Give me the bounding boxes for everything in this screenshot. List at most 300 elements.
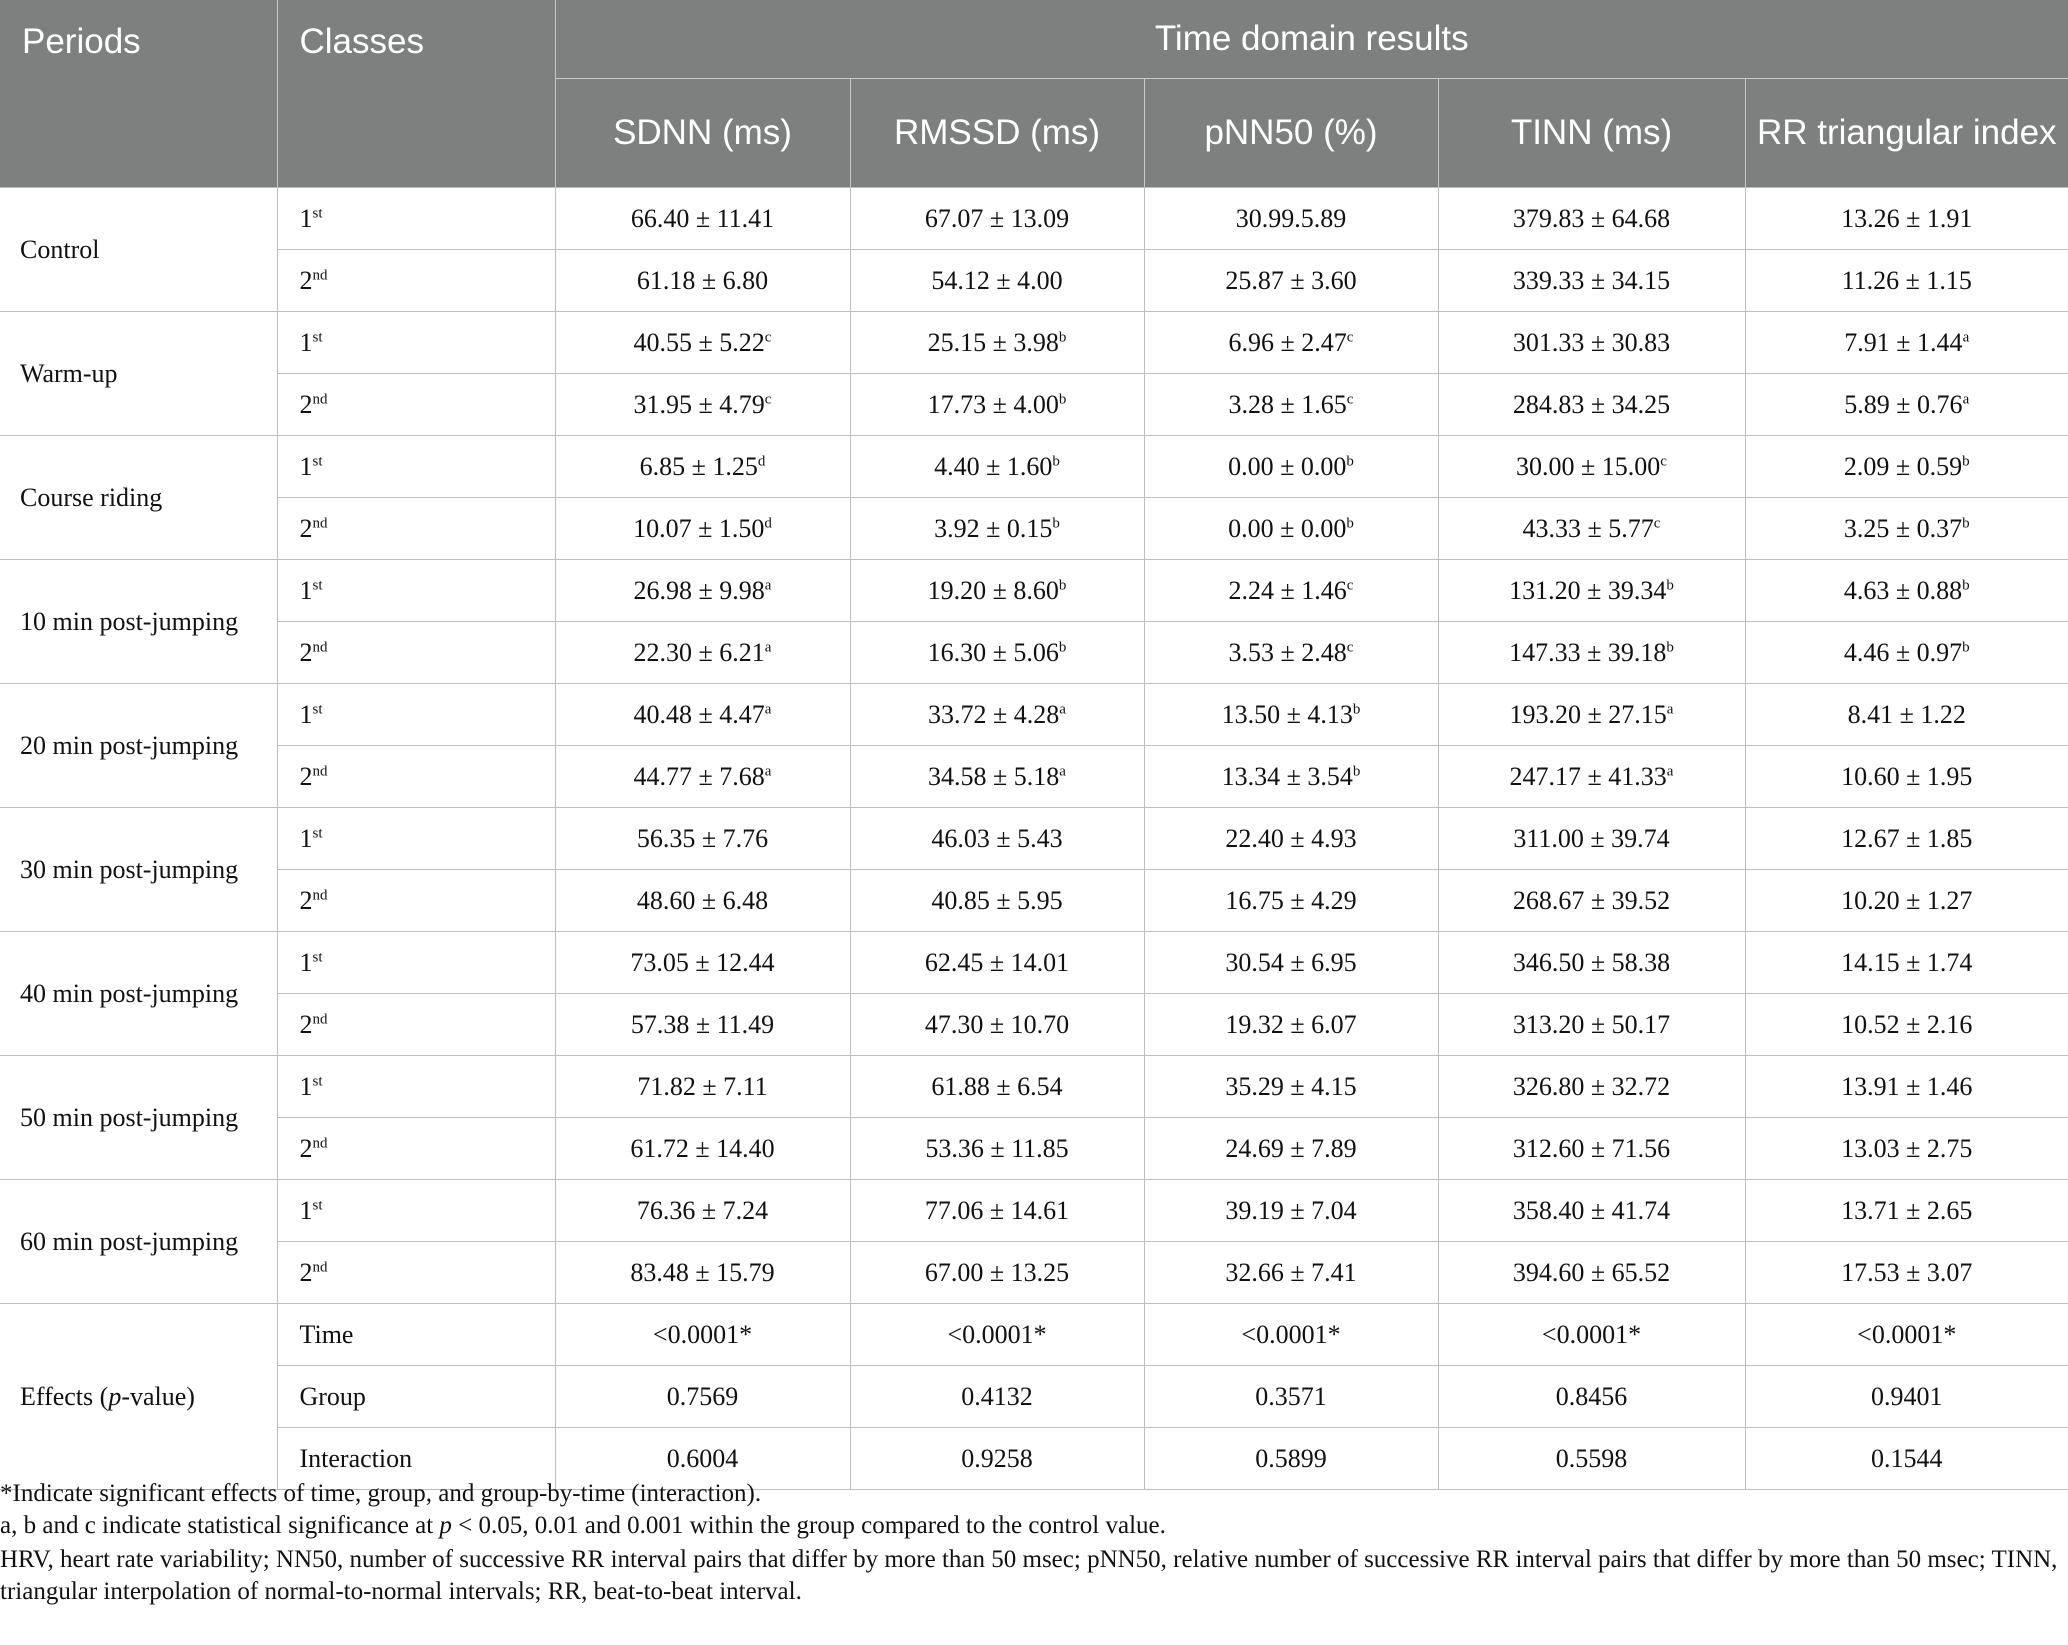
table-row (0, 188, 2068, 250)
value-cell (1438, 312, 1745, 374)
class-number: 2 (299, 761, 313, 791)
class-ordinal-suffix: nd (312, 390, 328, 407)
value-cell (1144, 250, 1438, 312)
period-cell: 10 min post-jumping (0, 560, 277, 684)
table-row (0, 560, 2068, 622)
value-cell (850, 1180, 1144, 1242)
value-cell (1144, 1118, 1438, 1180)
class-cell (277, 312, 555, 374)
period-cell: 30 min post-jumping (0, 808, 277, 932)
effects-label-prefix: Effects ( (20, 1382, 109, 1411)
cell-value: 6.96 ± 2.47 (1228, 327, 1347, 357)
cell-value: 40.55 ± 5.22 (633, 327, 765, 357)
class-ordinal-suffix: st (312, 328, 323, 345)
significance-marker: b (1052, 514, 1060, 531)
class-cell (277, 1180, 555, 1242)
value-cell (555, 250, 850, 312)
cell-value: 326.80 ± 32.72 (1512, 1071, 1671, 1101)
effects-row (0, 1304, 2068, 1366)
value-cell (1144, 312, 1438, 374)
cell-value: 147.33 ± 39.18 (1509, 637, 1667, 667)
cell-value: 193.20 ± 27.15 (1509, 699, 1667, 729)
value-cell (1144, 1056, 1438, 1118)
class-number: 1 (299, 1195, 313, 1225)
cell-value: 313.20 ± 50.17 (1512, 1009, 1671, 1039)
value-cell (1438, 436, 1745, 498)
cell-value: 67.07 ± 13.09 (924, 203, 1070, 233)
period-cell: 20 min post-jumping (0, 684, 277, 808)
effect-type-cell: Group (277, 1366, 555, 1428)
value-cell (850, 1242, 1144, 1304)
cell-value: 30.99.5.89 (1235, 203, 1347, 233)
cell-value: 4.40 ± 1.60 (934, 451, 1053, 481)
value-cell (1438, 560, 1745, 622)
value-cell (1438, 374, 1745, 436)
p-value-cell: <0.0001* (555, 1304, 850, 1366)
cell-value: 13.03 ± 2.75 (1841, 1133, 1973, 1163)
cell-value: 40.48 ± 4.47 (633, 699, 765, 729)
class-cell (277, 994, 555, 1056)
cell-value: 2.24 ± 1.46 (1228, 575, 1347, 605)
class-ordinal-suffix: nd (312, 514, 328, 531)
value-cell (555, 746, 850, 808)
cell-value: 35.29 ± 4.15 (1225, 1071, 1357, 1101)
class-ordinal-suffix: st (312, 1072, 323, 1089)
value-cell (555, 870, 850, 932)
value-cell (850, 188, 1144, 250)
class-ordinal-suffix: st (312, 824, 323, 841)
p-value-cell: <0.0001* (1438, 1304, 1745, 1366)
table-row (0, 498, 2068, 560)
value-cell (1144, 870, 1438, 932)
value-cell (1144, 808, 1438, 870)
value-cell (1745, 746, 2068, 808)
cell-value: 3.25 ± 0.37 (1843, 513, 1963, 543)
significance-marker: d (764, 514, 772, 531)
value-cell (850, 870, 1144, 932)
value-cell (1745, 1118, 2068, 1180)
value-cell (555, 932, 850, 994)
significance-marker: b (1052, 452, 1060, 469)
class-cell (277, 1056, 555, 1118)
value-cell (1144, 1242, 1438, 1304)
p-value-cell: 0.8456 (1438, 1366, 1745, 1428)
cell-value: 13.71 ± 2.65 (1841, 1195, 1973, 1225)
cell-value: 14.15 ± 1.74 (1841, 947, 1973, 977)
cell-value: 30.00 ± 15.00 (1516, 451, 1661, 481)
footnote-significance-levels: a, b and c indicate statistical significance at p < 0.05, 0.01 and 0.001 within the group compared to the control value. (0, 1512, 1166, 1539)
table-row (0, 1118, 2068, 1180)
cell-value: 10.20 ± 1.27 (1841, 885, 1973, 915)
col-header-sdnn: SDNN (ms) (555, 79, 850, 188)
value-cell (555, 436, 850, 498)
cell-value: 16.75 ± 4.29 (1225, 885, 1357, 915)
class-number: 2 (299, 1009, 313, 1039)
value-cell (850, 1118, 1144, 1180)
value-cell (850, 560, 1144, 622)
cell-value: 25.87 ± 3.60 (1225, 265, 1357, 295)
col-header-classes: Classes (277, 0, 555, 188)
value-cell (555, 374, 850, 436)
significance-marker: a (1059, 700, 1066, 717)
class-cell (277, 746, 555, 808)
cell-value: 31.95 ± 4.79 (633, 389, 765, 419)
p-value-cell: 0.5598 (1438, 1428, 1745, 1490)
significance-marker: c (1346, 576, 1354, 593)
cell-value: 71.82 ± 7.11 (637, 1071, 768, 1101)
class-ordinal-suffix: nd (312, 266, 328, 283)
cell-value: 10.52 ± 2.16 (1841, 1009, 1973, 1039)
value-cell (1144, 684, 1438, 746)
cell-value: 17.73 ± 4.00 (927, 389, 1059, 419)
value-cell (1745, 932, 2068, 994)
period-cell: 50 min post-jumping (0, 1056, 277, 1180)
class-number: 2 (299, 637, 313, 667)
class-ordinal-suffix: nd (312, 1010, 328, 1027)
period-cell: Warm-up (0, 312, 277, 436)
value-cell (1438, 932, 1745, 994)
significance-marker: b (1058, 576, 1067, 593)
value-cell (1438, 188, 1745, 250)
value-cell (850, 436, 1144, 498)
col-header-pnn50: pNN50 (%) (1144, 79, 1438, 188)
cell-value: 44.77 ± 7.68 (633, 761, 765, 791)
significance-marker: b (1058, 328, 1067, 345)
significance-marker: a (1962, 390, 1970, 407)
cell-value: 54.12 ± 4.00 (931, 265, 1063, 295)
class-cell (277, 250, 555, 312)
value-cell (555, 498, 850, 560)
p-value-cell: 0.3571 (1144, 1366, 1438, 1428)
cell-value: 62.45 ± 14.01 (924, 947, 1070, 977)
value-cell (850, 1056, 1144, 1118)
value-cell (850, 374, 1144, 436)
class-ordinal-suffix: st (312, 700, 323, 717)
p-value-cell: 0.9401 (1745, 1366, 2068, 1428)
cell-value: 3.92 ± 0.15 (934, 513, 1053, 543)
significance-marker: b (1058, 638, 1067, 655)
value-cell (1438, 1118, 1745, 1180)
value-cell (1745, 374, 2068, 436)
class-ordinal-suffix: st (312, 1196, 323, 1213)
class-number: 1 (299, 327, 313, 357)
cell-value: 24.69 ± 7.89 (1225, 1133, 1357, 1163)
class-number: 1 (299, 1071, 313, 1101)
period-cell: Course riding (0, 436, 277, 560)
significance-marker: b (1666, 576, 1674, 593)
class-number: 2 (299, 885, 313, 915)
cell-value: 311.00 ± 39.74 (1513, 823, 1670, 853)
cell-value: 2.09 ± 0.59 (1843, 451, 1963, 481)
class-cell (277, 374, 555, 436)
value-cell (1438, 250, 1745, 312)
value-cell (1745, 1180, 2068, 1242)
cell-value: 43.33 ± 5.77 (1522, 513, 1654, 543)
class-cell (277, 560, 555, 622)
value-cell (1438, 622, 1745, 684)
value-cell (850, 808, 1144, 870)
effects-label-cell (0, 1304, 277, 1490)
value-cell (1438, 498, 1745, 560)
cell-value: 13.50 ± 4.13 (1221, 699, 1353, 729)
value-cell (555, 1242, 850, 1304)
cell-value: 48.60 ± 6.48 (636, 885, 769, 915)
value-cell (555, 622, 850, 684)
value-cell (1144, 1180, 1438, 1242)
footnote-significant-effects: *Indicate significant effects of time, group, and group-by-time (interaction). (0, 1480, 762, 1507)
value-cell (1745, 312, 2068, 374)
cell-value: 33.72 ± 4.28 (928, 699, 1060, 729)
cell-value: 76.36 ± 7.24 (636, 1195, 769, 1225)
value-cell (1745, 560, 2068, 622)
table-row (0, 1056, 2068, 1118)
class-cell (277, 932, 555, 994)
cell-value: 10.60 ± 1.95 (1841, 761, 1973, 791)
cell-value: 57.38 ± 11.49 (630, 1009, 775, 1039)
class-cell (277, 1242, 555, 1304)
cell-value: 22.30 ± 6.21 (633, 637, 765, 667)
value-cell (1745, 994, 2068, 1056)
value-cell (1144, 994, 1438, 1056)
significance-marker: a (1962, 328, 1970, 345)
value-cell (1438, 1180, 1745, 1242)
cell-value: 379.83 ± 64.68 (1512, 203, 1671, 233)
table-row (0, 374, 2068, 436)
value-cell (1144, 622, 1438, 684)
class-ordinal-suffix: st (312, 948, 323, 965)
value-cell (1144, 560, 1438, 622)
significance-marker: c (764, 390, 772, 407)
cell-value: 40.85 ± 5.95 (931, 885, 1063, 915)
value-cell (850, 250, 1144, 312)
class-cell (277, 498, 555, 560)
cell-value: 3.28 ± 1.65 (1228, 389, 1347, 419)
cell-value: 47.30 ± 10.70 (924, 1009, 1070, 1039)
effects-row (0, 1366, 2068, 1428)
value-cell (555, 808, 850, 870)
cell-value: 34.58 ± 5.18 (928, 761, 1060, 791)
class-number: 1 (299, 451, 313, 481)
p-value-cell: 0.9258 (850, 1428, 1144, 1490)
table-row (0, 250, 2068, 312)
effect-type-cell: Time (277, 1304, 555, 1366)
significance-marker: c (1653, 514, 1661, 531)
value-cell (1745, 622, 2068, 684)
class-number: 1 (299, 203, 313, 233)
value-cell (555, 1180, 850, 1242)
table-row (0, 1180, 2068, 1242)
cell-value: 11.26 ± 1.15 (1841, 265, 1972, 295)
class-ordinal-suffix: nd (312, 762, 328, 779)
cell-value: 4.46 ± 0.97 (1843, 637, 1963, 667)
value-cell (850, 498, 1144, 560)
cell-value: 30.54 ± 6.95 (1225, 947, 1357, 977)
cell-value: 13.34 ± 3.54 (1221, 761, 1353, 791)
table-row (0, 932, 2068, 994)
class-ordinal-suffix: nd (312, 886, 328, 903)
cell-value: 301.33 ± 30.83 (1512, 327, 1671, 357)
col-header-periods: Periods (0, 0, 277, 188)
cell-value: 7.91 ± 1.44 (1844, 327, 1963, 357)
class-cell (277, 684, 555, 746)
cell-value: 284.83 ± 34.25 (1512, 389, 1671, 419)
class-ordinal-suffix: nd (312, 638, 328, 655)
cell-value: 73.05 ± 12.44 (630, 947, 775, 977)
value-cell (1745, 1242, 2068, 1304)
value-cell (1144, 746, 1438, 808)
cell-value: 13.91 ± 1.46 (1841, 1071, 1973, 1101)
class-number: 2 (299, 1257, 313, 1287)
footnote-abbreviations: HRV, heart rate variability; NN50, number of successive RR interval pairs that differ by more than 50 msec; pNN50, relative number of successive RR interval pairs that differ by more than 50 msec; TINN, triangular interpolation of normal-to-normal intervals; RR, beat-to-beat interval. (0, 1546, 2058, 1605)
cell-value: 61.72 ± 14.40 (630, 1133, 775, 1163)
p-value-cell: 0.4132 (850, 1366, 1144, 1428)
value-cell (555, 1118, 850, 1180)
significance-marker: c (1346, 638, 1354, 655)
significance-marker: a (1059, 762, 1066, 779)
col-header-tinn: TINN (ms) (1438, 79, 1745, 188)
cell-value: 53.36 ± 11.85 (925, 1133, 1069, 1163)
table-row (0, 808, 2068, 870)
value-cell (1745, 498, 2068, 560)
effects-label-suffix: -value) (121, 1382, 195, 1411)
value-cell (1438, 1242, 1745, 1304)
p-value-cell: <0.0001* (850, 1304, 1144, 1366)
cell-value: 0.00 ± 0.00 (1228, 513, 1347, 543)
value-cell (1144, 436, 1438, 498)
cell-value: 358.40 ± 41.74 (1512, 1195, 1671, 1225)
value-cell (555, 1056, 850, 1118)
table-row (0, 1242, 2068, 1304)
value-cell (555, 684, 850, 746)
cell-value: 4.63 ± 0.88 (1843, 575, 1963, 605)
table-row (0, 994, 2068, 1056)
class-number: 2 (299, 513, 313, 543)
col-header-rmssd: RMSSD (ms) (850, 79, 1144, 188)
period-cell: 40 min post-jumping (0, 932, 277, 1056)
p-value-cell: <0.0001* (1144, 1304, 1438, 1366)
cell-value: 247.17 ± 41.33 (1509, 761, 1667, 791)
cell-value: 17.53 ± 3.07 (1841, 1257, 1973, 1287)
cell-value: 83.48 ± 15.79 (630, 1257, 775, 1287)
cell-value: 46.03 ± 5.43 (931, 823, 1063, 853)
significance-marker: a (1666, 762, 1674, 779)
class-number: 1 (299, 947, 313, 977)
value-cell (1438, 870, 1745, 932)
significance-marker: b (1058, 390, 1067, 407)
value-cell (555, 312, 850, 374)
significance-marker: b (1962, 638, 1970, 655)
cell-value: 19.20 ± 8.60 (927, 575, 1059, 605)
significance-marker: b (1346, 514, 1354, 531)
cell-value: 77.06 ± 14.61 (924, 1195, 1070, 1225)
p-value-cell: 0.1544 (1745, 1428, 2068, 1490)
cell-value: 339.33 ± 34.15 (1512, 265, 1671, 295)
class-ordinal-suffix: nd (312, 1134, 328, 1151)
class-cell (277, 870, 555, 932)
cell-value: 3.53 ± 2.48 (1228, 637, 1347, 667)
value-cell (1745, 1056, 2068, 1118)
effects-label-p: p (108, 1382, 122, 1411)
significance-marker: c (1660, 452, 1667, 469)
value-cell (1438, 808, 1745, 870)
p-value-cell: 0.7569 (555, 1366, 850, 1428)
cell-value: 312.60 ± 71.56 (1512, 1133, 1671, 1163)
cell-value: 5.89 ± 0.76 (1844, 389, 1963, 419)
p-value-cell: <0.0001* (1745, 1304, 2068, 1366)
value-cell (850, 994, 1144, 1056)
col-header-time-domain-results: Time domain results (555, 0, 2068, 79)
significance-marker: d (757, 452, 766, 469)
cell-value: 25.15 ± 3.98 (927, 327, 1059, 357)
table-row (0, 436, 2068, 498)
value-cell (1438, 1056, 1745, 1118)
class-number: 2 (299, 389, 313, 419)
class-number: 1 (299, 699, 313, 729)
cell-value: 346.50 ± 58.38 (1512, 947, 1671, 977)
value-cell (1745, 684, 2068, 746)
cell-value: 19.32 ± 6.07 (1225, 1009, 1357, 1039)
cell-value: 0.00 ± 0.00 (1228, 451, 1347, 481)
table-body (0, 188, 2068, 1490)
class-number: 2 (299, 1133, 313, 1163)
value-cell (555, 994, 850, 1056)
table-row (0, 622, 2068, 684)
value-cell (1438, 684, 1745, 746)
value-cell (1438, 994, 1745, 1056)
cell-value: 22.40 ± 4.93 (1225, 823, 1357, 853)
cell-value: 39.19 ± 7.04 (1225, 1195, 1357, 1225)
class-ordinal-suffix: st (312, 204, 323, 221)
significance-marker: b (1666, 638, 1674, 655)
p-value-cell: 0.5899 (1144, 1428, 1438, 1490)
significance-marker: a (764, 576, 772, 593)
value-cell (1745, 808, 2068, 870)
cell-value: 394.60 ± 65.52 (1512, 1257, 1671, 1287)
class-cell (277, 188, 555, 250)
value-cell (1745, 436, 2068, 498)
cell-value: 131.20 ± 39.34 (1509, 575, 1667, 605)
cell-value: 268.67 ± 39.52 (1512, 885, 1671, 915)
cell-value: 8.41 ± 1.22 (1847, 699, 1966, 729)
significance-marker: a (764, 638, 772, 655)
class-ordinal-suffix: nd (312, 1258, 328, 1275)
value-cell (555, 188, 850, 250)
value-cell (1144, 932, 1438, 994)
effect-type-cell: Interaction (277, 1428, 555, 1490)
significance-marker: a (764, 762, 772, 779)
value-cell (1144, 374, 1438, 436)
cell-value: 66.40 ± 11.41 (630, 203, 775, 233)
significance-marker: a (764, 700, 772, 717)
cell-value: 26.98 ± 9.98 (633, 575, 765, 605)
significance-marker: b (1346, 452, 1354, 469)
significance-marker: c (1346, 390, 1354, 407)
table-row (0, 746, 2068, 808)
class-ordinal-suffix: st (312, 452, 323, 469)
value-cell (1745, 188, 2068, 250)
class-cell (277, 808, 555, 870)
value-cell (1745, 250, 2068, 312)
cell-value: 16.30 ± 5.06 (927, 637, 1059, 667)
value-cell (850, 684, 1144, 746)
value-cell (1438, 746, 1745, 808)
class-number: 1 (299, 823, 313, 853)
table-row (0, 312, 2068, 374)
value-cell (850, 622, 1144, 684)
table-row (0, 870, 2068, 932)
significance-marker: b (1962, 514, 1970, 531)
cell-value: 56.35 ± 7.76 (636, 823, 769, 853)
